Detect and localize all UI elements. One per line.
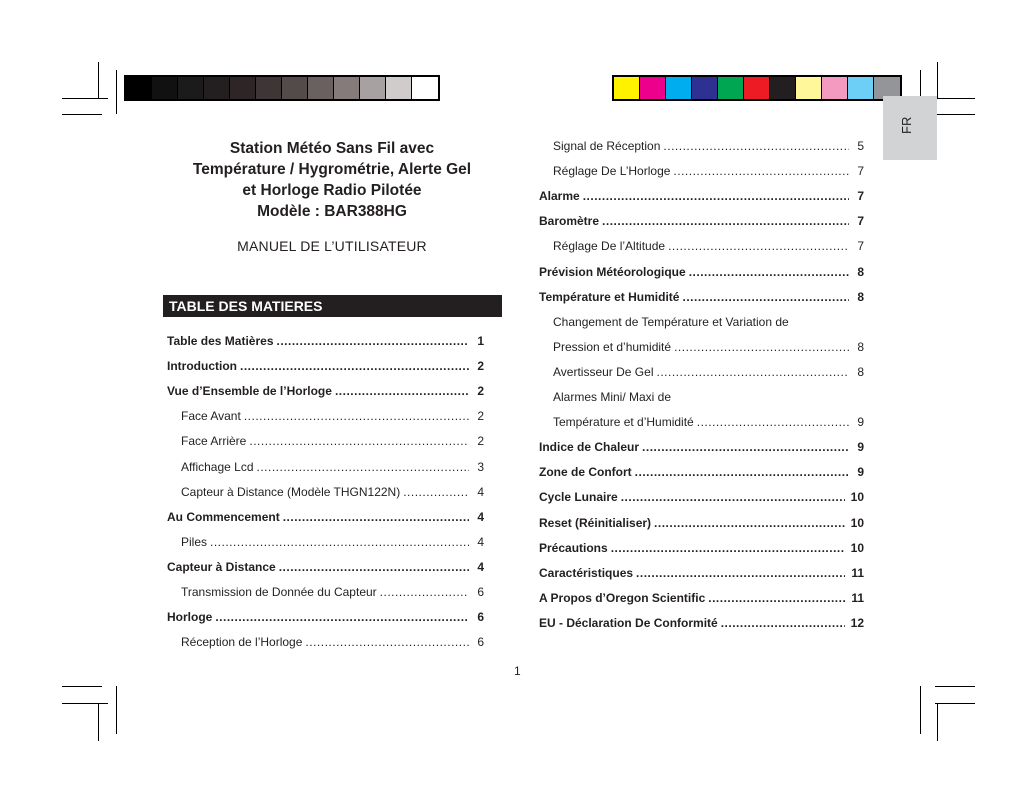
- toc-entry[interactable]: [539, 589, 864, 607]
- color-swatch: [614, 77, 640, 99]
- toc-dot-leader: [335, 382, 469, 400]
- toc-dot-leader: [621, 488, 845, 506]
- toc-dot-leader: [403, 483, 469, 501]
- toc-entry-label: Alarme: [539, 189, 580, 204]
- toc-entry-page: 4: [477, 559, 484, 574]
- toc-entry-label: Piles: [181, 534, 208, 549]
- toc-entry-label: Horloge: [167, 610, 213, 625]
- toc-dot-leader: [249, 432, 469, 450]
- toc-dot-leader: [283, 508, 469, 526]
- toc-entry[interactable]: [539, 463, 864, 481]
- toc-entry[interactable]: [181, 583, 484, 601]
- toc-entry-label: Introduction: [167, 359, 237, 374]
- toc-dot-leader: [708, 589, 845, 607]
- toc-entry[interactable]: [539, 564, 864, 582]
- toc-dot-leader: [602, 212, 849, 230]
- color-swatch: [360, 77, 386, 99]
- toc-entry[interactable]: [167, 508, 484, 526]
- color-swatch: [386, 77, 412, 99]
- toc-entry-page: 10: [850, 515, 864, 530]
- toc-entry[interactable]: [553, 313, 789, 331]
- toc-entry-page: 2: [477, 409, 484, 424]
- color-swatch: [204, 77, 230, 99]
- title-line: Température / Hygrométrie, Alerte Gel: [192, 161, 472, 178]
- toc-entry-page: 7: [857, 239, 864, 254]
- toc-entry-page: 4: [477, 534, 484, 549]
- toc-entry-page: 10: [850, 540, 864, 555]
- toc-entry-page: 11: [851, 590, 864, 605]
- color-swatch: [744, 77, 770, 99]
- toc-entry[interactable]: [167, 332, 484, 350]
- toc-entry-label: Au Commencement: [167, 509, 280, 524]
- title-line: et Horloge Radio Pilotée: [242, 182, 422, 199]
- toc-entry-page: 8: [857, 364, 864, 379]
- toc-entry-page: 7: [857, 214, 864, 229]
- color-swatch: [796, 77, 822, 99]
- toc-dot-leader: [697, 413, 849, 431]
- toc-entry-page: 6: [477, 610, 484, 625]
- toc-entry-page: 3: [477, 459, 484, 474]
- toc-entry-label: Capteur à Distance: [167, 559, 276, 574]
- language-tab: [883, 96, 937, 160]
- toc-entry-page: 6: [477, 585, 484, 599]
- toc-entry[interactable]: [553, 137, 864, 155]
- toc-entry-label: Signal de Réception: [553, 139, 661, 153]
- toc-entry[interactable]: [167, 382, 484, 400]
- color-swatch: [152, 77, 178, 99]
- toc-entry[interactable]: [539, 438, 864, 456]
- toc-dot-leader: [380, 583, 469, 601]
- toc-entry[interactable]: [553, 338, 864, 356]
- color-swatch: [282, 77, 308, 99]
- toc-entry-page: 5: [857, 139, 864, 153]
- toc-entry-label: Changement de Température et Variation de: [553, 314, 789, 329]
- toc-entry-page: 9: [857, 415, 864, 430]
- toc-entry-label: Cycle Lunaire: [539, 490, 618, 505]
- toc-entry-label: Face Arrière: [181, 434, 247, 449]
- color-swatch: [256, 77, 282, 99]
- toc-dot-leader: [674, 338, 849, 356]
- toc-entry-label: Avertisseur De Gel: [553, 364, 654, 379]
- toc-dot-leader: [583, 187, 849, 205]
- toc-entry-label: Caractéristiques: [539, 565, 634, 580]
- color-swatch: [848, 77, 874, 99]
- toc-entry-page: 8: [857, 289, 864, 304]
- toc-entry-label: Face Avant: [181, 409, 241, 424]
- toc-dot-leader: [656, 363, 849, 381]
- title-line: Station Météo Sans Fil avec: [229, 140, 435, 157]
- toc-dot-leader: [244, 407, 469, 425]
- toc-entry[interactable]: [181, 458, 484, 476]
- manual-subtitle: MANUEL DE L’UTILISATEUR: [237, 238, 427, 254]
- toc-entry-page: 8: [857, 264, 864, 279]
- toc-entry-page: 11: [851, 565, 864, 580]
- toc-entry-label: Pression et d’humidité: [553, 339, 672, 354]
- toc-dot-leader: [277, 332, 470, 350]
- toc-entry-label: Prévision Météorologique: [539, 264, 686, 279]
- toc-entry-label: Réglage De L’Horloge: [553, 164, 671, 179]
- color-swatch: [718, 77, 744, 99]
- toc-dot-leader: [240, 357, 469, 375]
- toc-entry-label: Température et d’Humidité: [553, 415, 694, 430]
- toc-entry-label: Zone de Confort: [539, 465, 632, 480]
- color-swatch: [308, 77, 334, 99]
- toc-dot-leader: [668, 237, 849, 255]
- toc-entry-page: 2: [477, 359, 484, 374]
- toc-entry[interactable]: [553, 388, 671, 406]
- toc-dot-leader: [682, 288, 849, 306]
- color-swatch: [334, 77, 360, 99]
- toc-dot-leader: [611, 539, 845, 557]
- toc-entry-label: A Propos d’Oregon Scientific: [539, 590, 706, 605]
- toc-entry[interactable]: [539, 212, 864, 230]
- toc-entry[interactable]: [553, 237, 864, 255]
- toc-entry-page: 1: [477, 334, 484, 348]
- toc-entry-label: Température et Humidité: [539, 289, 680, 304]
- toc-entry[interactable]: [539, 539, 864, 557]
- toc-entry[interactable]: [553, 363, 864, 381]
- toc-entry-label: Capteur à Distance (Modèle THGN122N): [181, 484, 401, 499]
- toc-entry-label: Reset (Réinitialiser): [539, 515, 652, 530]
- toc-entry-page: 2: [477, 384, 484, 399]
- toc-entry[interactable]: [539, 288, 864, 306]
- toc-entry-page: 9: [857, 440, 864, 455]
- toc-entry-label: Vue d’Ensemble de l’Horloge: [167, 384, 332, 399]
- toc-dot-leader: [689, 263, 849, 281]
- toc-entry-page: 6: [477, 635, 484, 650]
- color-calibration-bar: [612, 75, 902, 101]
- color-swatch: [666, 77, 692, 99]
- toc-dot-leader: [663, 137, 849, 155]
- toc-entry[interactable]: [167, 558, 484, 576]
- toc-entry-label: Baromètre: [539, 214, 600, 229]
- toc-entry-page: 2: [477, 434, 484, 449]
- toc-entry[interactable]: [181, 633, 484, 651]
- toc-entry[interactable]: [539, 614, 864, 632]
- toc-entry[interactable]: [539, 488, 864, 506]
- toc-dot-leader: [210, 533, 469, 551]
- toc-entry[interactable]: [181, 483, 484, 501]
- toc-entry-page: 8: [857, 339, 864, 354]
- toc-entry[interactable]: [539, 263, 864, 281]
- color-swatch: [178, 77, 204, 99]
- toc-entry-page: 7: [857, 189, 864, 204]
- toc-entry[interactable]: [539, 187, 864, 205]
- grayscale-calibration-bar: [124, 75, 440, 101]
- document-title: [163, 138, 501, 222]
- color-swatch: [692, 77, 718, 99]
- toc-entry-page: 4: [477, 484, 484, 499]
- color-swatch: [230, 77, 256, 99]
- toc-heading: TABLE DES MATIERES: [163, 295, 502, 317]
- toc-entry-page: 12: [850, 615, 864, 630]
- toc-dot-leader: [654, 514, 845, 532]
- toc-entry-label: Alarmes Mini/ Maxi de: [553, 390, 672, 404]
- toc-entry[interactable]: [553, 162, 864, 180]
- toc-entry-label: Indice de Chaleur: [539, 440, 640, 455]
- toc-entry-label: EU - Déclaration De Conformité: [539, 615, 718, 630]
- toc-entry-page: 10: [850, 490, 864, 505]
- toc-entry-page: 4: [477, 509, 484, 524]
- toc-dot-leader: [721, 614, 845, 632]
- toc-dot-leader: [642, 438, 849, 456]
- toc-dot-leader: [279, 558, 469, 576]
- toc-entry[interactable]: [539, 514, 864, 532]
- toc-entry-label: Réglage De l’Altitude: [553, 239, 666, 254]
- toc-entry-label: Table des Matières: [167, 334, 274, 348]
- model-line: Modèle : BAR388HG: [257, 203, 407, 220]
- toc-dot-leader: [305, 633, 469, 651]
- toc-entry[interactable]: [181, 432, 484, 450]
- color-swatch: [126, 77, 152, 99]
- color-swatch: [770, 77, 796, 99]
- page-number: 1: [514, 664, 521, 678]
- toc-entry[interactable]: [553, 413, 864, 431]
- toc-dot-leader: [257, 458, 470, 476]
- toc-entry[interactable]: [181, 533, 484, 551]
- toc-entry-page: 7: [857, 164, 864, 179]
- toc-dot-leader: [635, 463, 849, 481]
- toc-entry-label: Précautions: [539, 540, 608, 555]
- toc-entry[interactable]: [181, 407, 484, 425]
- color-swatch: [640, 77, 666, 99]
- language-tab-label: FR: [899, 116, 914, 134]
- toc-dot-leader: [636, 564, 845, 582]
- toc-dot-leader: [215, 608, 469, 626]
- toc-entry-label: Affichage Lcd: [181, 459, 254, 474]
- color-swatch: [822, 77, 848, 99]
- color-swatch: [412, 77, 438, 99]
- toc-entry-page: 9: [857, 465, 864, 480]
- toc-entry-label: Réception de l’Horloge: [181, 635, 303, 650]
- toc-entry-label: Transmission de Donnée du Capteur: [181, 585, 377, 599]
- toc-dot-leader: [673, 162, 849, 180]
- toc-entry[interactable]: [167, 357, 484, 375]
- toc-entry[interactable]: [167, 608, 484, 626]
